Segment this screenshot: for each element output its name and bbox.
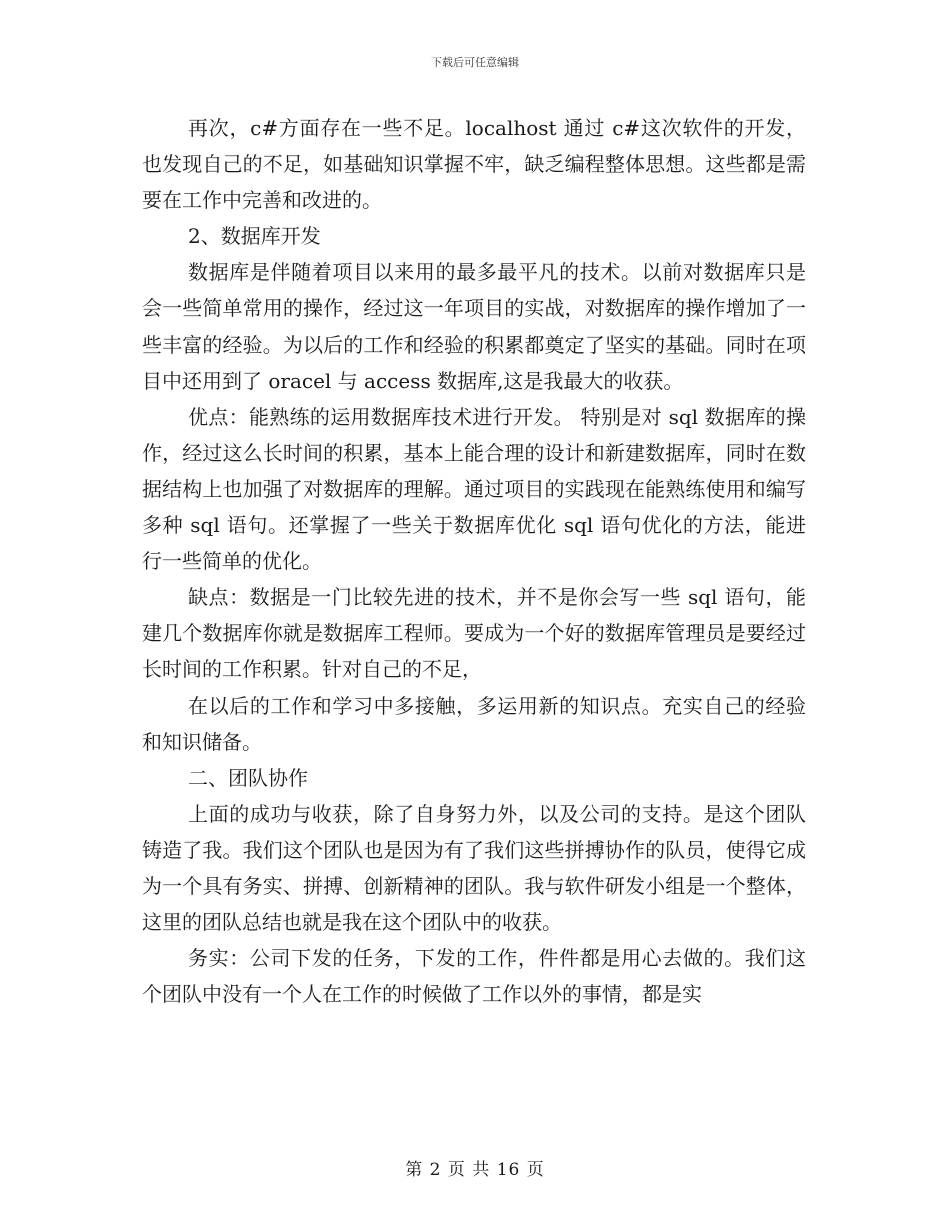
paragraph-database-improvement: 在以后的工作和学习中多接触，多运用新的知识点。充实自己的经验和知识储备。	[142, 693, 806, 754]
paragraph-team-pragmatic: 务实：公司下发的任务，下发的工作，件件都是用心去做的。我们这个团队中没有一个人在工作的时候做了工作以外的事情，都是实	[142, 946, 806, 1007]
paragraph-database-weaknesses: 缺点：数据是一门比较先进的技术，并不是你会写一些 sql 语句，能建几个数据库你就是数据库工程师。要成为一个好的数据库管理员是要经过长时间的工作积累。针对自己的不足，	[142, 585, 806, 682]
paragraph-database-strengths: 优点：能熟练的运用数据库技术进行开发。 特别是对 sql 数据库的操作，经过这么长时间的积累，基本上能合理的设计和新建数据库，同时在数据结构上也加强了对数据库的理解。通过项目的实践现在能熟练使用和编写多种 sql 语句。还掌握了一些关于数据库优化 sql 语句优化的方法，能进行一些简单的优化。	[142, 404, 806, 574]
page-number-footer: 第 2 页 共 16 页	[405, 1160, 545, 1180]
document-body	[142, 110, 806, 1012]
page-header: 下载后可任意编辑	[431, 56, 519, 69]
section-heading-database: 2、数据库开发	[188, 224, 321, 249]
paragraph-database-intro: 数据库是伴随着项目以来用的最多最平凡的技术。以前对数据库只是会一些简单常用的操作，经过这一年项目的实战，对数据库的操作增加了一些丰富的经验。为以后的工作和经验的积累都奠定了坚实的基础。同时在项目中还用到了 oracel 与 access 数据库,这是我最大的收获。	[142, 260, 806, 393]
paragraph-team-intro: 上面的成功与收获，除了自身努力外，以及公司的支持。是这个团队铸造了我。我们这个团队也是因为有了我们这些拼搏协作的队员，使得它成为一个具有务实、拼搏、创新精神的团队。我与软件研发小组是一个整体，这里的团队总结也就是我在这个团队中的收获。	[142, 801, 806, 935]
paragraph-csharp-shortcomings: 再次，c#方面存在一些不足。localhost 通过 c#这次软件的开发，也发现自己的不足，如基础知识掌握不牢，缺乏编程整体思想。这些都是需要在工作中完善和改进的。	[142, 116, 806, 213]
section-heading-teamwork: 二、团队协作	[188, 765, 308, 790]
